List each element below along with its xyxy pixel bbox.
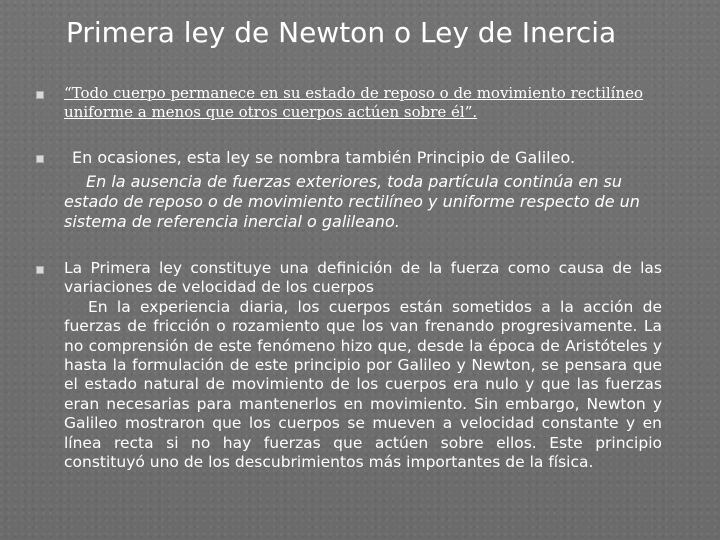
slide-title: Primera ley de Newton o Ley de Inercia: [66, 16, 617, 49]
bullet-square-icon: [36, 155, 44, 163]
galileo-principle-text: En ocasiones, esta ley se nombra también Principio de Galileo.: [72, 148, 576, 167]
force-definition-text: La Primera ley constituye una definición de la fuerza como causa de las variaciones de velocidad de los cuerpos: [64, 259, 662, 297]
newton-law-quote: “Todo cuerpo permanece en su estado de reposo o de movimiento rectilíneo uniforme a menos que otros cuerpos actúen sobre él”.: [64, 84, 644, 121]
bullet-square-icon: [36, 266, 44, 274]
inertia-definition-text: [64, 172, 674, 232]
inertia-definition-paragraph: En la ausencia de fuerzas exteriores, toda partícula continúa en su estado de reposo o de movimiento rectilíneo y uniforme respecto de un sistema de referencia inercial o galileano.: [64, 172, 640, 231]
friction-explanation-text: En la experiencia diaria, los cuerpos están sometidos a la acción de fuerzas de fricción o rozamiento que los van frenando progresivamente. La no comprensión de este fenómeno hizo que, desde la época de Aristóteles y hasta la formulación de este principio por Galileo y Newton, se pensara que el estado natural de movimiento de los cuerpos era nulo y que las fuerzas eran necesarias para mantenerlos en movimiento. Sin embargo, Newton y Galileo mostraron que los cuerpos se mueven a velocidad constante y en línea recta si no hay fuerzas que actúen sobre ellos. Este principio constituyó uno de los descubrimientos más importantes de la física.: [64, 297, 662, 472]
force-definition-block: [64, 259, 662, 472]
bullet-square-icon: [36, 91, 44, 99]
